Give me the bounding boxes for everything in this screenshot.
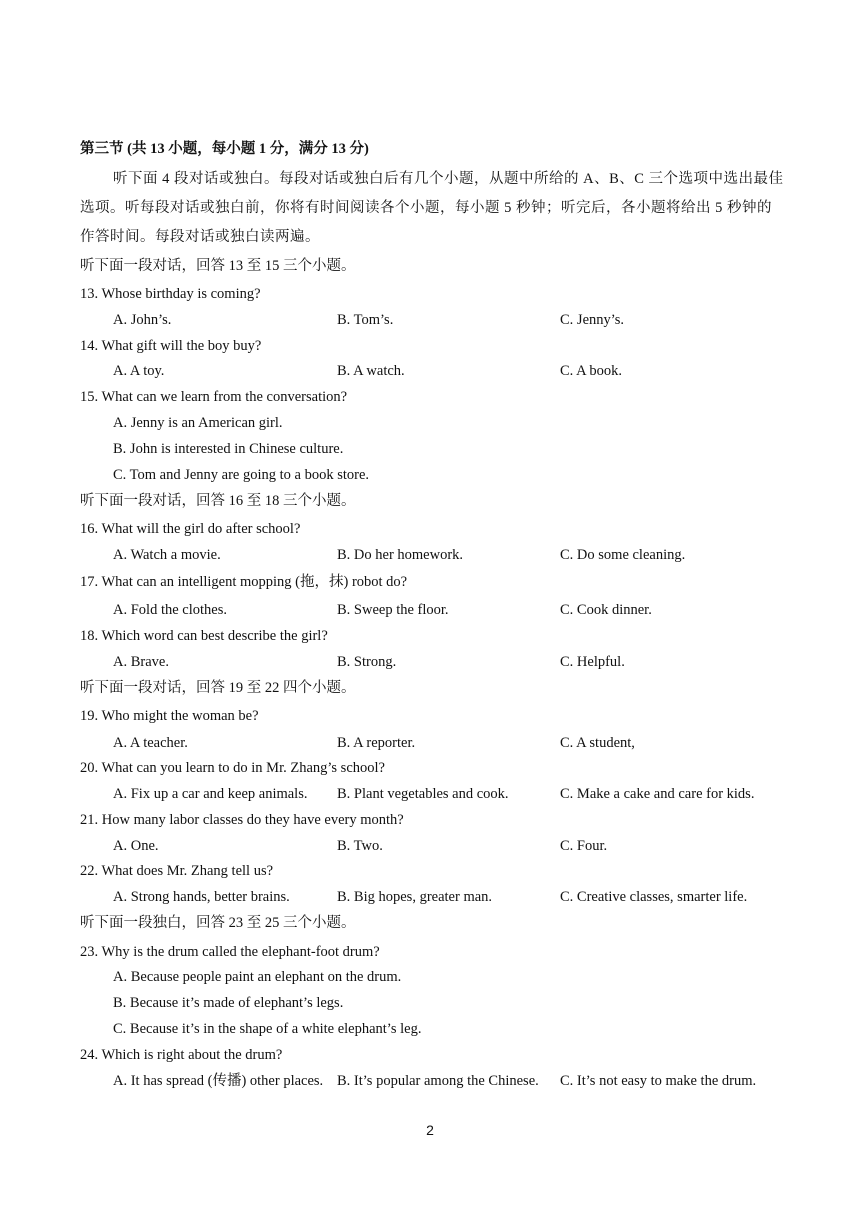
question-stem: 20. What can you learn to do in Mr. Zhang’s school?	[80, 760, 385, 776]
group-intro: 听下面一段对话，回答 13 至 15 三个小题。	[80, 258, 356, 274]
option-b: B. Because it’s made of elephant’s legs.	[113, 995, 344, 1011]
option-a: A. John’s.	[113, 312, 172, 328]
option-a: A. One.	[113, 838, 159, 854]
option-c: C. A book.	[560, 363, 623, 379]
option-c: C. Tom and Jenny are going to a book store.	[113, 467, 370, 483]
question-stem: 21. How many labor classes do they have every month?	[80, 812, 404, 828]
option-b: B. Sweep the floor.	[337, 602, 449, 618]
question-stem: 22. What does Mr. Zhang tell us?	[80, 863, 274, 879]
option-b: B. Plant vegetables and cook.	[337, 786, 509, 802]
page-number: 2	[426, 1122, 434, 1138]
option-b: B. A watch.	[337, 363, 405, 379]
question-stem: 23. Why is the drum called the elephant-foot drum?	[80, 944, 380, 960]
option-b: B. Strong.	[337, 654, 397, 670]
group-intro: 听下面一段对话，回答 16 至 18 三个小题。	[80, 493, 356, 509]
question-stem: 14. What gift will the boy buy?	[80, 338, 262, 354]
option-b: B. John is interested in Chinese culture.	[113, 441, 344, 457]
option-b: B. Do her homework.	[337, 547, 464, 563]
group-intro: 听下面一段独白，回答 23 至 25 三个小题。	[80, 915, 356, 931]
option-c: C. A student,	[560, 735, 635, 751]
instruction-line-1: 听下面 4 段对话或独白。每段对话或独白后有几个小题，从题中所给的 A、B、C 三个选项中选出最佳	[113, 171, 784, 187]
option-a: A. Strong hands, better brains.	[113, 889, 290, 905]
option-c: C. Jenny’s.	[560, 312, 625, 328]
option-a: A. A teacher.	[113, 735, 188, 751]
question-stem: 19. Who might the woman be?	[80, 708, 259, 724]
option-c: C. Helpful.	[560, 654, 625, 670]
option-c: C. Because it’s in the shape of a white elephant’s leg.	[113, 1021, 422, 1037]
instruction-line-3: 作答时间。每段对话或独白读两遍。	[80, 229, 320, 245]
question-stem: 17. What can an intelligent mopping (拖，抹) robot do?	[80, 574, 408, 590]
section-heading: 第三节 (共 13 小题，每小题 1 分，满分 13 分)	[80, 141, 369, 157]
question-stem: 13. Whose birthday is coming?	[80, 286, 261, 302]
option-b: B. It’s popular among the Chinese.	[337, 1073, 539, 1089]
option-c: C. Do some cleaning.	[560, 547, 686, 563]
option-c: C. It’s not easy to make the drum.	[560, 1073, 757, 1089]
option-c: C. Make a cake and care for kids.	[560, 786, 755, 802]
option-b: B. A reporter.	[337, 735, 416, 751]
instruction-line-2: 选项。听每段对话或独白前，你将有时间阅读各个小题，每小题 5 秒钟；听完后，各小题将给出 5 秒钟的	[80, 200, 772, 216]
question-stem: 15. What can we learn from the conversation?	[80, 389, 348, 405]
option-b: B. Tom’s.	[337, 312, 394, 328]
option-a: A. Because people paint an elephant on the drum.	[113, 969, 402, 985]
option-c: C. Creative classes, smarter life.	[560, 889, 748, 905]
option-a: A. Brave.	[113, 654, 169, 670]
option-a: A. Fix up a car and keep animals.	[113, 786, 308, 802]
option-c: C. Cook dinner.	[560, 602, 652, 618]
option-a: A. Jenny is an American girl.	[113, 415, 283, 431]
option-a: A. It has spread (传播) other places.	[113, 1073, 324, 1089]
option-b: B. Big hopes, greater man.	[337, 889, 493, 905]
question-stem: 24. Which is right about the drum?	[80, 1047, 283, 1063]
question-stem: 16. What will the girl do after school?	[80, 521, 301, 537]
option-c: C. Four.	[560, 838, 608, 854]
group-intro: 听下面一段对话，回答 19 至 22 四个小题。	[80, 680, 356, 696]
option-a: A. A toy.	[113, 363, 165, 379]
option-a: A. Watch a movie.	[113, 547, 221, 563]
question-stem: 18. Which word can best describe the girl?	[80, 628, 328, 644]
option-a: A. Fold the clothes.	[113, 602, 227, 618]
option-b: B. Two.	[337, 838, 383, 854]
